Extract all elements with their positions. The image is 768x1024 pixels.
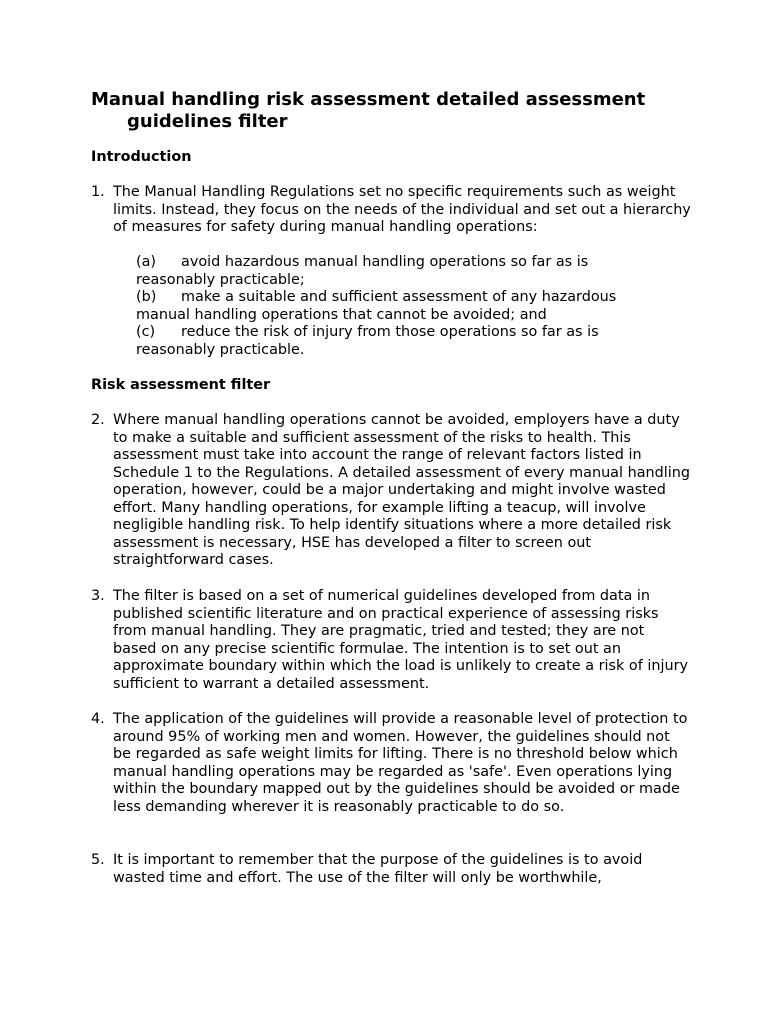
paragraph-number: 3. (91, 588, 105, 604)
section-heading-introduction: Introduction (91, 149, 192, 165)
measure-text: make a suitable and sufficient assessment of any hazardous manual handling operations that cannot be avoided; and (136, 289, 617, 323)
measure-label: (a) (136, 254, 157, 270)
paragraph-3 (91, 588, 691, 693)
paragraph-number: 5. (91, 852, 105, 868)
measure-label: (c) (136, 324, 156, 340)
paragraph-5 (91, 852, 691, 887)
paragraph-number: 4. (91, 711, 105, 727)
paragraph-text: The filter is based on a set of numerical guidelines developed from data in published scientific literature and on practical experience of assessing risks from manual handling. They are pragmatic, tried and tested; they are not based on any precise scientific formulae. The intention is to set out an approximate boundary within which the load is unlikely to create a risk of injury sufficient to warrant a detailed assessment. (113, 588, 689, 692)
measure-label: (b) (136, 289, 157, 305)
paragraph-text: Where manual handling operations cannot be avoided, employers have a duty to make a suitable and sufficient assessment of the risks to health. This assessment must take into account the range of relevant factors listed in Schedule 1 to the Regulations. A detailed assessment of every manual handling operation, however, could be a major undertaking and might involve wasted effort. Many handling operations, for example lifting a teacup, will involve negligible handling risk. To help identify situations where a more detailed risk assessment is necessary, HSE has developed a filter to screen out straightforward cases. (113, 412, 691, 568)
paragraph-number: 2. (91, 412, 105, 428)
paragraph-number: 1. (91, 184, 105, 200)
paragraph-2 (91, 412, 691, 570)
measure-item-a (136, 254, 666, 289)
paragraph-4 (91, 711, 691, 816)
paragraph-text: It is important to remember that the purpose of the guidelines is to avoid wasted time and effort. The use of the filter will only be worthwhile, (113, 852, 643, 886)
paragraph-text: The application of the guidelines will provide a reasonable level of protection to around 95% of working men and women. However, the guidelines should not be regarded as safe weight limits for lifting. There is no threshold below which manual handling operations may be regarded as 'safe'. Even operations lying within the boundary mapped out by the guidelines should be avoided or made less demanding wherever it is reasonably practicable to do so. (113, 711, 688, 815)
measure-item-c (136, 324, 666, 359)
section-heading-risk-assessment-filter: Risk assessment filter (91, 377, 271, 393)
paragraph-1 (91, 184, 691, 237)
measure-text: avoid hazardous manual handling operations so far as is reasonably practicable; (136, 254, 589, 288)
measure-text: reduce the risk of injury from those operations so far as is reasonably practicable. (136, 324, 599, 358)
measure-item-b (136, 289, 666, 324)
paragraph-text: The Manual Handling Regulations set no specific requirements such as weight limits. Instead, they focus on the needs of the individual and set out a hierarchy of measures for safety during manual handling operations: (113, 184, 691, 235)
measures-list (136, 254, 666, 359)
document-title: Manual handling risk assessment detailed assessment guidelines filter (91, 89, 646, 132)
